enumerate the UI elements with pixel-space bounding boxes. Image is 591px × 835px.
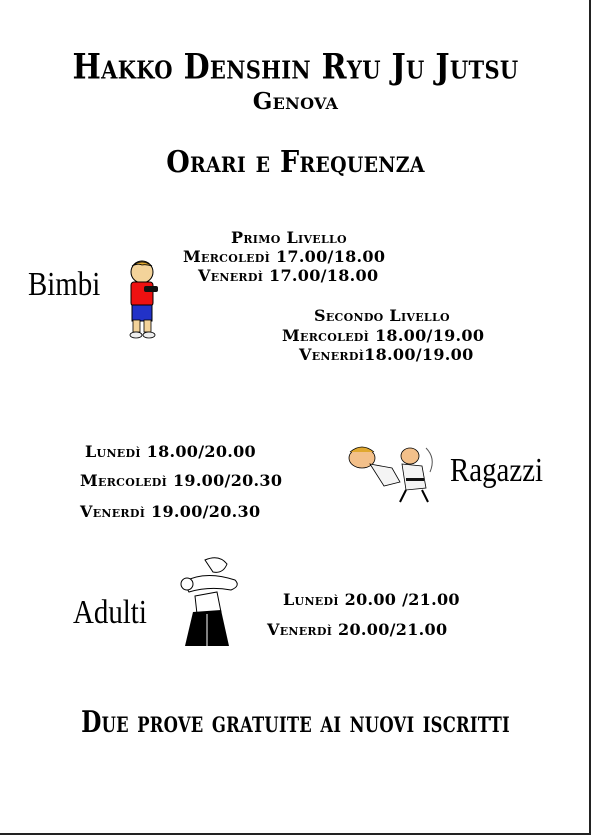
ragazzi-lunedi: Lunedì 18.00/20.00	[85, 442, 256, 461]
ragazzi-mercoledi: Mercoledì 19.00/20.30	[80, 471, 283, 490]
adulti-lunedi: Lunedì 20.00 /21.00	[283, 590, 460, 609]
schedule-heading: Orari e Frequenza	[166, 145, 425, 180]
page-title: Hakko Denshin Ryu Ju Jutsu	[72, 47, 519, 88]
fighting-kids-illustration-icon	[340, 438, 440, 508]
bimbi-primo-heading: Primo Livello	[231, 228, 347, 247]
throw-technique-illustration-icon	[165, 552, 253, 650]
karate-kid-illustration-icon	[120, 258, 166, 340]
adulti-venerdi: Venerdì 20.00/21.00	[267, 620, 448, 639]
footer-promo: Due prove gratuite ai nuovi iscritti	[81, 705, 510, 740]
adulti-label: Adulti	[73, 594, 147, 631]
bimbi-secondo-venerdi: Venerdì18.00/19.00	[299, 345, 474, 364]
bimbi-secondo-heading: Secondo Livello	[314, 306, 450, 325]
bimbi-secondo-mercoledi: Mercoledì 18.00/19.00	[282, 326, 485, 345]
bimbi-primo-venerdi: Venerdì 17.00/18.00	[198, 266, 379, 285]
bimbi-primo-mercoledi: Mercoledì 17.00/18.00	[183, 247, 386, 266]
bimbi-label: Bimbi	[28, 266, 101, 303]
city-subtitle: Genova	[252, 88, 339, 115]
ragazzi-venerdi: Venerdì 19.00/20.30	[80, 502, 261, 521]
ragazzi-label: Ragazzi	[450, 452, 544, 489]
